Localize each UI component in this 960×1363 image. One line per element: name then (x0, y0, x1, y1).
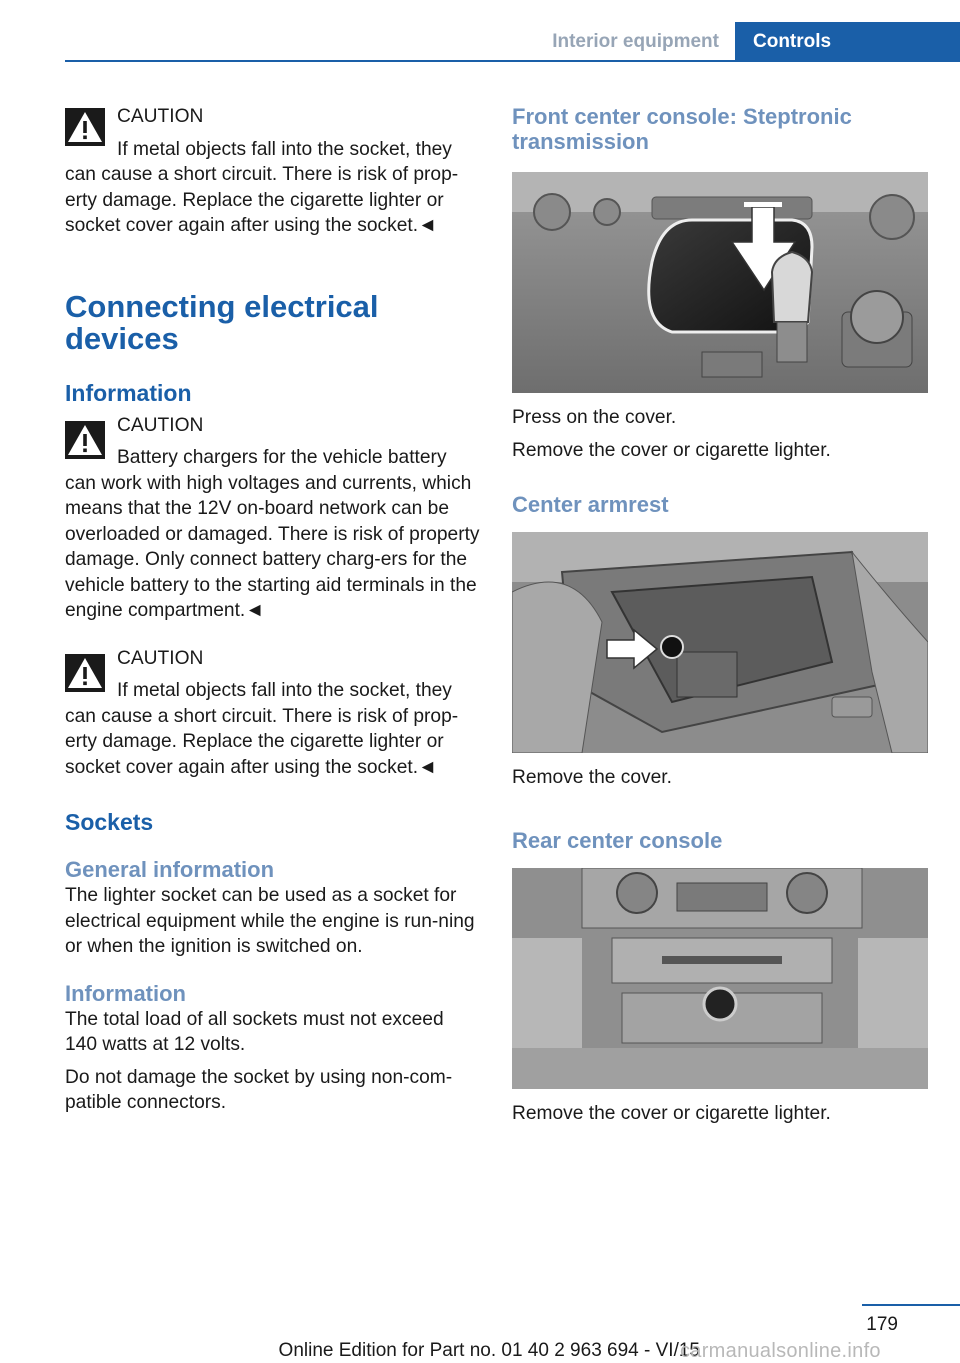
caution-block-1 (65, 100, 480, 239)
page-number: 179 (866, 1314, 898, 1335)
subheading-information-2: Information (65, 980, 186, 1006)
caution-label: CAUTION (117, 106, 204, 127)
online-edition-note: Online Edition for Part no. 01 40 2 963 694 - VI/15 (278, 1340, 700, 1361)
caution-block-2 (65, 413, 480, 624)
subheading-information: Information (65, 379, 192, 406)
heading-center-armrest: Center armrest (512, 492, 669, 517)
information-text-load: The total load of all sockets must not exceed 140 watts at 12 volts. (65, 1008, 444, 1055)
header-rule (65, 60, 960, 62)
armrest-text-remove-cover: Remove the cover. (512, 767, 672, 788)
caution-label: CAUTION (117, 647, 204, 669)
left-column (65, 100, 480, 1116)
warning-triangle-icon (65, 421, 105, 459)
heading-rear-center-console: Rear center console (512, 827, 723, 853)
watermark-text: carmanualsonline.info (680, 1340, 881, 1362)
header-section-title: Interior equipment (552, 31, 719, 52)
front-text-press-cover: Press on the cover. (512, 407, 677, 428)
warning-triangle-icon (65, 654, 105, 692)
footer-rule (862, 1304, 960, 1306)
section-heading-connecting: Connecting electrical devices (65, 288, 379, 356)
caution-label: CAUTION (117, 414, 204, 436)
section-heading-sockets: Sockets (65, 809, 154, 835)
front-center-console-illustration (512, 172, 928, 393)
information-text-connectors: Do not damage the socket by using non-com-patible connectors. (65, 1066, 453, 1113)
center-armrest-illustration (512, 532, 928, 753)
caution-block-3 (65, 646, 480, 781)
caution-text: Battery chargers for the vehicle battery can work with high voltages and currents, which means that the 12V on-board network can be overloaded or damaged. There is risk of property damage. Only connect battery charg-ers for the vehicle battery to the starting aid terminals in the engine compartment.◄ (65, 447, 480, 621)
caution-text: If metal objects fall into the socket, they can cause a short circuit. There is risk of prop-erty damage. Replace the cigarette lighter or socket cover again after using the socket.◄ (65, 138, 459, 236)
warning-triangle-icon (65, 108, 105, 146)
rear-text-remove-cover: Remove the cover or cigarette lighter. (512, 1102, 831, 1124)
subheading-general-information: General information (65, 857, 275, 882)
heading-front-center-console: Front center console: Steptronic transmission (512, 104, 852, 154)
caution-text: If metal objects fall into the socket, they can cause a short circuit. There is risk of prop-erty damage. Replace the cigarette lighter or socket cover again after using the socket.◄ (65, 680, 459, 778)
rear-center-console-illustration (512, 868, 928, 1089)
right-column (512, 100, 928, 1126)
general-information-text: The lighter socket can be used as a socket for electrical equipment while the engine is run-ning or when the ignition is switched on. (65, 885, 475, 957)
front-text-remove-cover: Remove the cover or cigarette lighter. (512, 439, 831, 461)
header-chapter-tab: Controls (735, 22, 960, 62)
